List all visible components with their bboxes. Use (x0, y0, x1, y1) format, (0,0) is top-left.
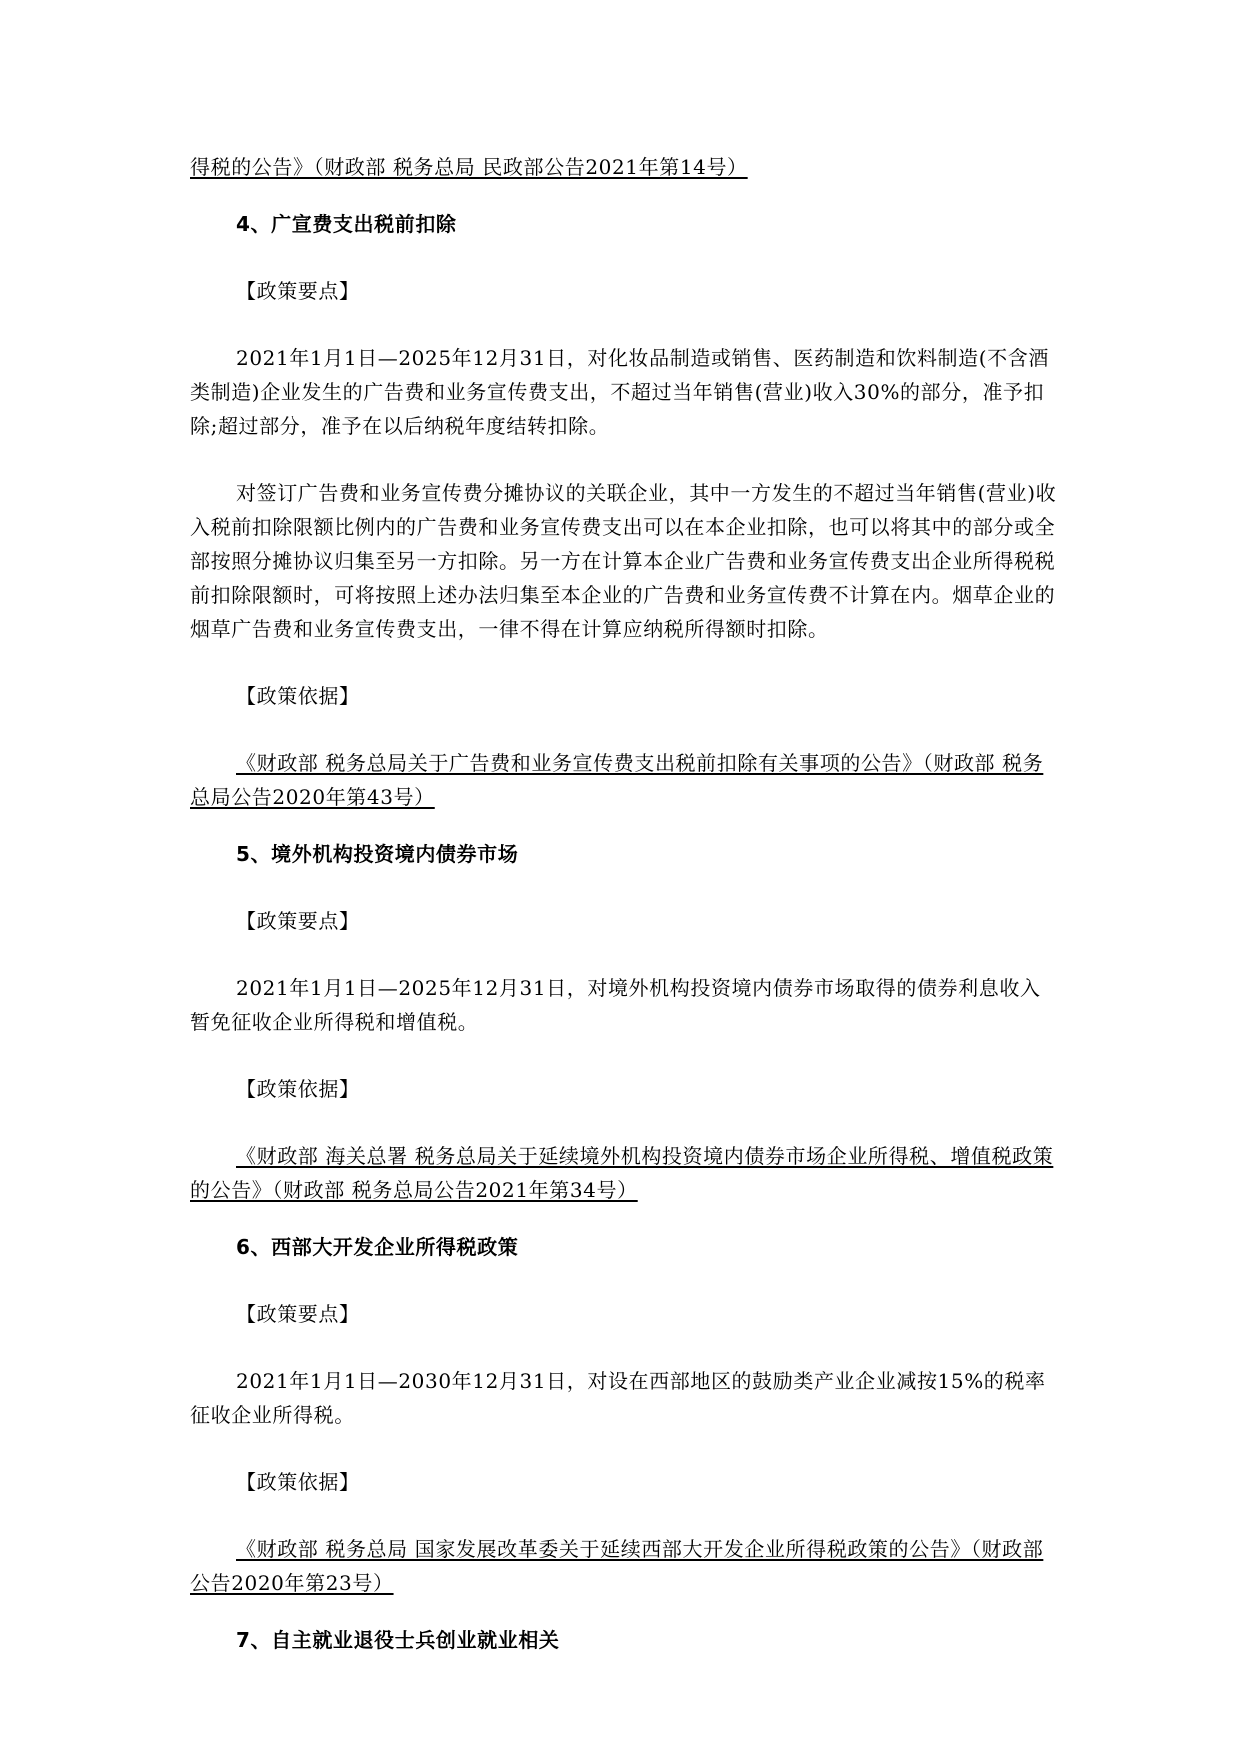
basis-paragraph (190, 1532, 1060, 1600)
basis-label: 【政策依据】 (236, 1470, 360, 1494)
policy-reference[interactable]: 《财政部 海关总署 税务总局关于延续境外机构投资境内债券市场企业所得税、增值税政策的公告》（财政部 税务总局公告2021年第34号） (190, 1144, 1054, 1202)
basis-label: 【政策依据】 (236, 1077, 360, 1101)
policy-reference[interactable]: 得税的公告》（财政部 税务总局 民政部公告2021年第14号） (190, 155, 748, 179)
section-heading: 7、自主就业退役士兵创业就业相关 (236, 1628, 560, 1652)
section-heading: 6、西部大开发企业所得税政策 (236, 1235, 519, 1259)
points-label: 【政策要点】 (236, 279, 360, 303)
basis-paragraph (190, 1139, 1060, 1207)
basis-label: 【政策依据】 (236, 684, 360, 708)
basis-paragraph (190, 746, 1060, 814)
section-heading: 5、境外机构投资境内债券市场 (236, 842, 519, 866)
policy-point: 对签订广告费和业务宣传费分摊协议的关联企业，其中一方发生的不超过当年销售(营业)收入税前扣除限额比例内的广告费和业务宣传费支出可以在本企业扣除，也可以将其中的部分或全部按照分摊协议归集至另一方扣除。另一方在计算本企业广告费和业务宣传费支出企业所得税税前扣除限额时，可将按照上述办法归集至本企业的广告费和业务宣传费不计算在内。烟草企业的烟草广告费和业务宣传费支出，一律不得在计算应纳税所得额时扣除。 (190, 481, 1057, 641)
reference-link[interactable] (190, 150, 1060, 184)
policy-reference[interactable]: 《财政部 税务总局关于广告费和业务宣传费支出税前扣除有关事项的公告》（财政部 税务总局公告2020年第43号） (190, 751, 1044, 809)
policy-point: 2021年1月1日—2025年12月31日，对化妆品制造或销售、医药制造和饮料制造(不含酒类制造)企业发生的广告费和业务宣传费支出，不超过当年销售(营业)收入30%的部分，准予扣除;超过部分，准予在以后纳税年度结转扣除。 (190, 346, 1049, 438)
policy-reference[interactable]: 《财政部 税务总局 国家发展改革委关于延续西部大开发企业所得税政策的公告》（财政部公告2020年第23号） (190, 1537, 1044, 1595)
document-page (190, 150, 1060, 1657)
policy-point: 2021年1月1日—2025年12月31日，对境外机构投资境内债券市场取得的债券利息收入暂免征收企业所得税和增值税。 (190, 976, 1041, 1034)
points-label: 【政策要点】 (236, 1302, 360, 1326)
policy-point: 2021年1月1日—2030年12月31日，对设在西部地区的鼓励类产业企业减按15%的税率征收企业所得税。 (190, 1369, 1046, 1427)
points-label: 【政策要点】 (236, 909, 360, 933)
section-heading: 4、广宣费支出税前扣除 (236, 212, 457, 236)
